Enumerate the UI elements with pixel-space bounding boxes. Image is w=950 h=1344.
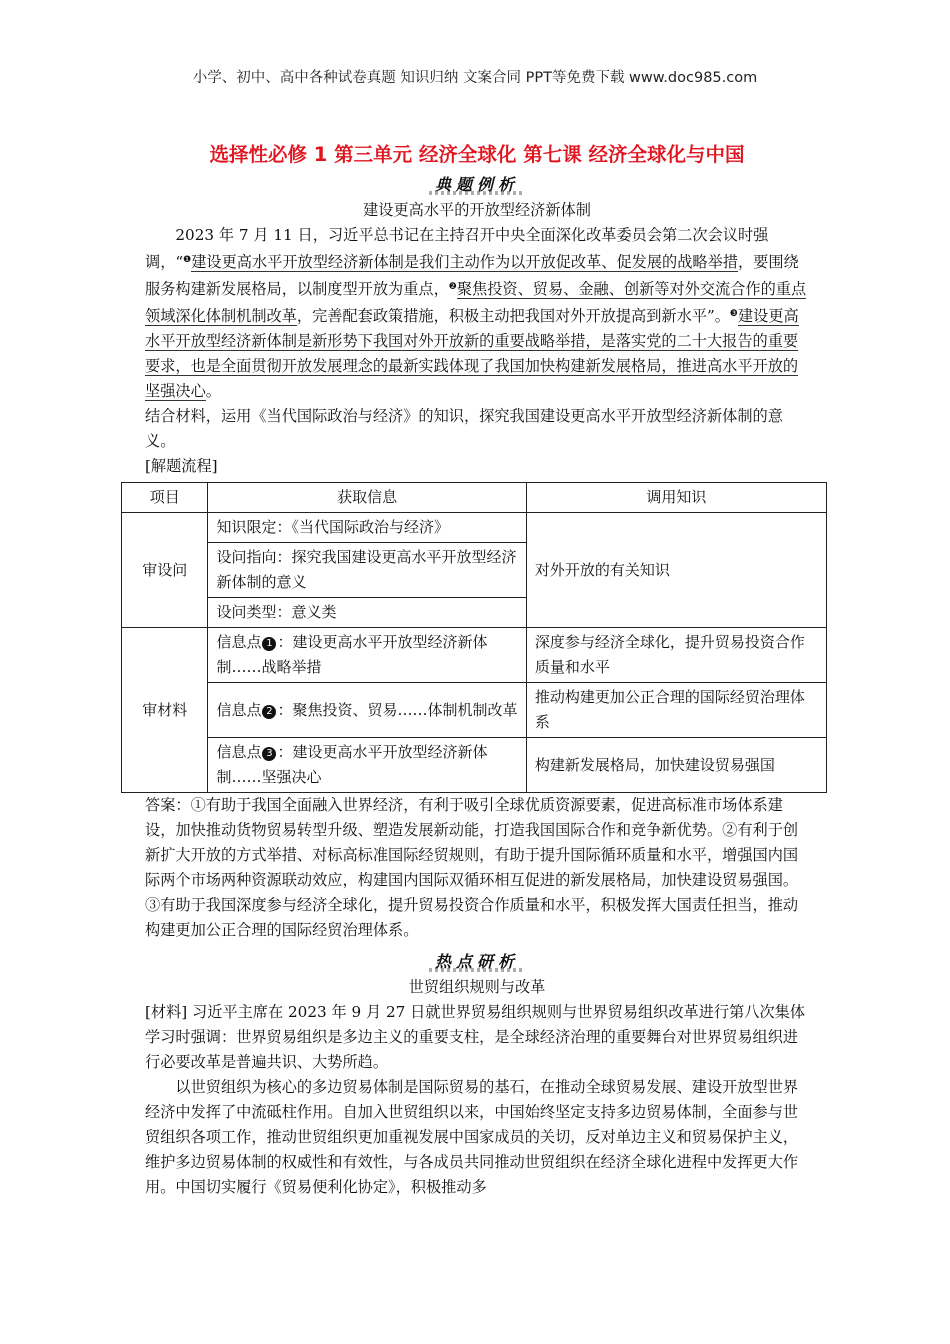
body-paragraph: 以世贸组织为核心的多边贸易体制是国际贸易的基石，在推动全球贸易发展、建设开放型世界经济中发挥了中流砥柱作用。自加入世贸组织以来，中国始终坚定支持多边贸易体制，全面参与世贸组织各项工作，推动世贸组织更加重视发展中国家成员的关切，反对单边主义和贸易保护主义，维护多边贸易体制的权威性和有效性，与各成员共同推动世贸组织在经济全球化进程中发挥更大作用。中国切实履行《贸易便利化协定》，积极推动多: [145, 1078, 799, 1196]
table-cell: 设问类型：意义类: [208, 598, 526, 628]
section-heading-hotspot: 热点研析: [397, 949, 557, 975]
table-cell: 信息点 2 ：聚焦投资、贸易……体制机制改革: [208, 683, 526, 738]
marker-3-icon: ❸: [729, 309, 738, 319]
group-label: 审材料: [122, 628, 208, 793]
section-subtitle: 建设更高水平的开放型经济新体制: [363, 201, 591, 219]
table-cell: 信息点 3 ：建设更高水平开放型经济新体制……坚强决心: [208, 738, 526, 793]
number-1-icon: 1: [262, 637, 276, 651]
page-title: 选择性必修 1 第三单元 经济全球化 第七课 经济全球化与中国: [209, 143, 745, 166]
group-label: 审设问: [122, 513, 208, 628]
material-text: [材料] 习近平主席在 2023 年 9 月 27 日就世界贸易组织规则与世界贸易组织改革进行第八次集体学习时强调：世界贸易组织是多边主义的重要支柱，是全球经济治理的重要舞台对世界贸易组织进行必要改革是普遍共识、大势所趋。: [145, 1003, 806, 1071]
underlined-info-1: 建设更高水平开放型经济新体制是我们主动作为以开放促改革、促发展的战略举措: [191, 253, 738, 271]
answer-text: 答案：①有助于我国全面融入世界经济，有利于吸引全球优质资源要素，促进高标准市场体系建设，加快推动货物贸易转型升级、塑造发展新动能，打造我国国际合作和竞争新优势。②有利于创新扩大开放的方式举措、对标高标准国际经贸规则，有助于提升国际循环质量和水平，增强国内国际两个市场两种资源联动效应，构建国内国际双循环相互促进的新发展格局，加快建设贸易强国。③有助于我国深度参与经济全球化，提升贸易投资合作质量和水平，积极发挥大国责任担当，推动构建更加公正合理的国际经贸治理体系。: [145, 796, 799, 939]
table-cell: 设问指向：探究我国建设更高水平开放型经济新体制的意义: [208, 543, 526, 598]
table-cell: 知识限定：《当代国际政治与经济》: [208, 513, 526, 543]
flow-label: [解题流程]: [145, 457, 218, 475]
number-3-icon: 3: [262, 747, 276, 761]
table-row: [122, 683, 827, 738]
underlined-info-3: 建设更高水平开放型经济新体制是新形势下我国对外开放新的重要战略举措，是落实党的二十大报告的重要要求，也是全面贯彻开放发展理念的最新实践体现了我国加快构建新发展格局，推进高水平开放的坚强决心: [145, 307, 799, 400]
underlined-info-2: 聚焦投资、贸易、金融、创新等对外交流合作的重点领域深化体制机制改革: [145, 280, 807, 325]
table-cell: 信息点 1 ：建设更高水平开放型经济新体制……战略举措: [208, 628, 526, 683]
table-cell: 对外开放的有关知识: [526, 513, 826, 628]
marker-2-icon: ❷: [448, 282, 457, 292]
table-header-row: [122, 483, 827, 513]
page-header: 小学、初中、高中各种试卷真题 知识归纳 文案合同 PPT等免费下载 www.doc985.com: [192, 70, 758, 86]
document-body: [142, 140, 809, 1200]
table-header-cell: 调用知识: [526, 483, 826, 513]
question-text: 结合材料，运用《当代国际政治与经济》的知识，探究我国建设更高水平开放型经济新体制的意义。: [145, 407, 783, 450]
solution-flow-table: [121, 482, 827, 793]
table-header-cell: 项目: [122, 483, 208, 513]
table-header-cell: 获取信息: [208, 483, 526, 513]
number-2-icon: 2: [262, 705, 276, 719]
section-subtitle: 世贸组织规则与改革: [408, 978, 546, 996]
table-row: [122, 738, 827, 793]
section-heading-examples: 典题例析: [397, 172, 557, 198]
table-row: [122, 513, 827, 543]
table-row: [122, 628, 827, 683]
table-cell: 深度参与经济全球化，提升贸易投资合作质量和水平: [526, 628, 826, 683]
marker-1-icon: ❶: [183, 255, 192, 265]
material-paragraph: 2023 年 7 月 11 日，习近平总书记在主持召开中央全面深化改革委员会第二次会议时强调，“$^❶$建设更高水平开放型经济新体制是我们主动作为以开放促改革、促发展的战略举措，要围绕服务构建新发展格局，以制度型开放为重点，$^❷$聚焦投资、贸易、金融、创新等对外交流合作的重点领域深化体制机制改革，完善配套政策措施，积极主动把我国对外开放提高到新水平”。$^❸$建设更高水平开放型经济新体制是新形势下我国对外开放新的重要战略举措，是落实党的二十大报告的重要要求，也是全面贯彻开放发展理念的最新实践体现了我国加快构建新发展格局，推进高水平开放的坚强决心。: [145, 226, 807, 400]
table-cell: 推动构建更加公正合理的国际经贸治理体系: [526, 683, 826, 738]
table-cell: 构建新发展格局，加快建设贸易强国: [526, 738, 826, 793]
